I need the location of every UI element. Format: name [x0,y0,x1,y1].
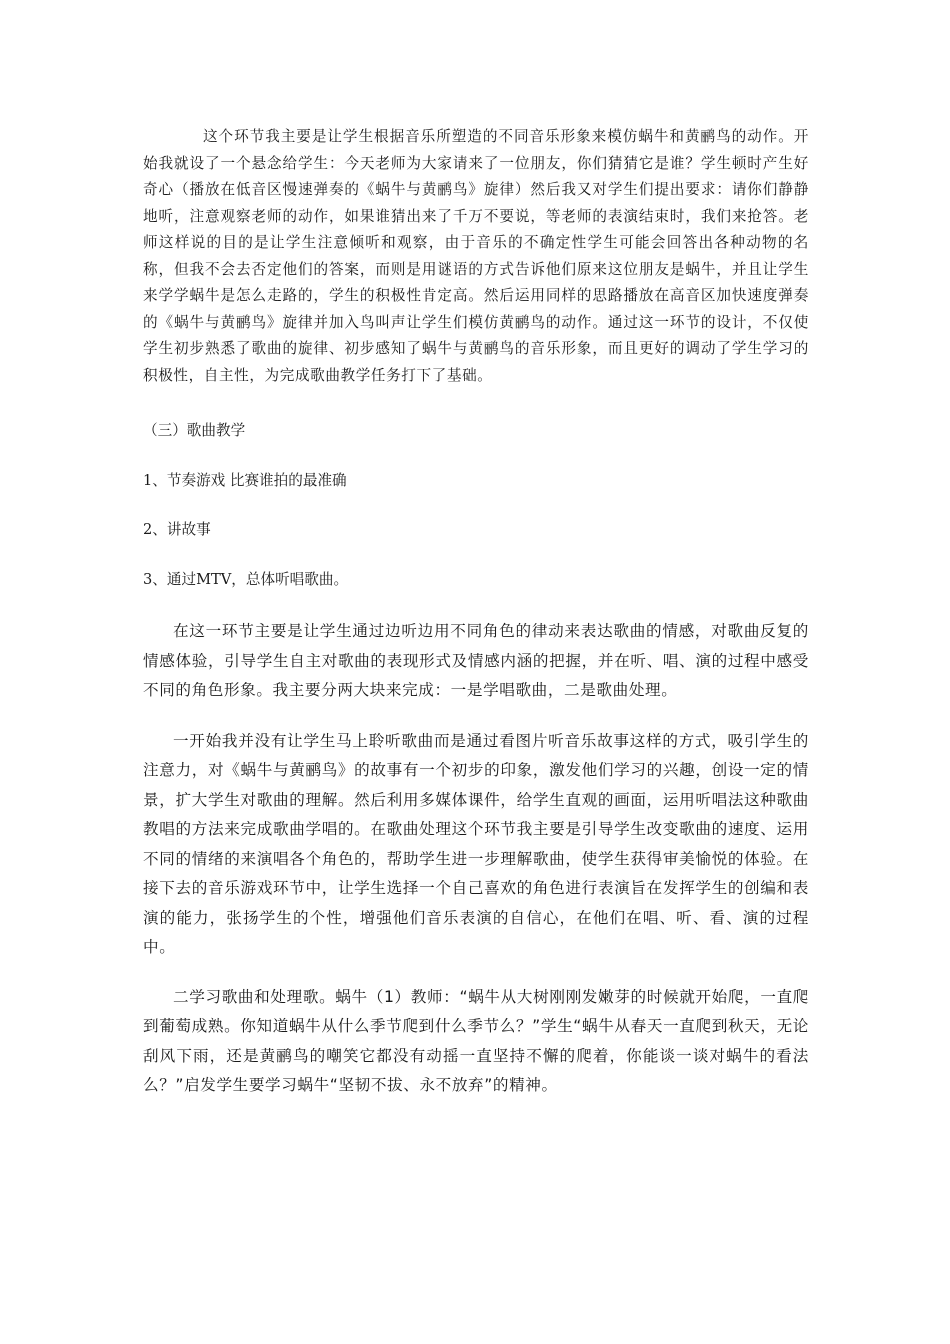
list-item-mtv-listening: 3、通过MTV，总体听唱歌曲。 [143,570,349,588]
document-page [143,124,809,1101]
paragraph-imitation-activity: 这个环节我主要是让学生根据音乐所塑造的不同音乐形象来模仿蜗牛和黄鹂鸟的动作。开始我就设了一个悬念给学生：今天老师为大家请来了一位朋友，你们猜猜它是谁？学生顿时产生好奇心（播放在低音区慢速弹奏的《蜗牛与黄鹂鸟》旋律）然后我又对学生们提出要求：请你们静静地听，注意观察老师的动作，如果谁猜出来了千万不要说，等老师的表演结束时，我们来抢答。老师这样说的目的是让学生注意倾听和观察，由于音乐的不确定性学生可能会回答出各种动物的名称，但我不会去否定他们的答案，而则是用谜语的方式告诉他们原来这位朋友是蜗牛，并且让学生来学学蜗牛是怎么走路的，学生的积极性肯定高。然后运用同样的思路播放在高音区加快速度弹奏的《蜗牛与黄鹂鸟》旋律并加入鸟叫声让学生们模仿黄鹂鸟的动作。通过这一环节的设计，不仅使学生初步熟悉了歌曲的旋律、初步感知了蜗牛与黄鹂鸟的音乐形象，而且更好的调动了学生学习的积极性，自主性，为完成歌曲教学任务打下了基础。 [143,128,809,384]
paragraph-snail-discussion: 二学习歌曲和处理歌。蜗牛（1）教师：“蜗牛从大树刚刚发嫩芽的时候就开始爬，一直爬到葡萄成熟。你知道蜗牛从什么季节爬到什么季节么？”学生“蜗牛从春天一直爬到秋天，无论刮风下雨，还是黄鹂鸟的嘲笑它都没有动摇一直坚持不懈的爬着，你能谈一谈对蜗牛的看法么？”启发学生要学习蜗牛“坚韧不拔、永不放弃”的精神。 [143,987,809,1094]
paragraph-emotional-experience: 在这一环节主要是让学生通过边听边用不同角色的律动来表达歌曲的情感，对歌曲反复的情感体验，引导学生自主对歌曲的表现形式及情感内涵的把握，并在听、唱、演的过程中感受不同的角色形象。我主要分两大块来完成：一是学唱歌曲，二是歌曲处理。 [143,622,809,699]
list-item-rhythm-game: 1、节奏游戏 比赛谁拍的最准确 [143,471,347,489]
list-item-storytelling: 2、讲故事 [143,521,211,538]
paragraph-teaching-method: 一开始我并没有让学生马上聆听歌曲而是通过看图片听音乐故事这样的方式，吸引学生的注意力，对《蜗牛与黄鹂鸟》的故事有一个初步的印象，激发他们学习的兴趣，创设一定的情景，扩大学生对歌曲的理解。然后利用多媒体课件，给学生直观的画面，运用听唱法这种歌曲教唱的方法来完成歌曲学唱的。在歌曲处理这个环节我主要是引导学生改变歌曲的速度、运用不同的情绪的来演唱各个角色的，帮助学生进一步理解歌曲，使学生获得审美愉悦的体验。在接下去的音乐游戏环节中，让学生选择一个自己喜欢的角色进行表演旨在发挥学生的创编和表演的能力，张扬学生的个性，增强他们音乐表演的自信心，在他们在唱、听、看、演的过程中。 [143,731,809,956]
section-heading-song-teaching: （三）歌曲教学 [143,422,246,439]
